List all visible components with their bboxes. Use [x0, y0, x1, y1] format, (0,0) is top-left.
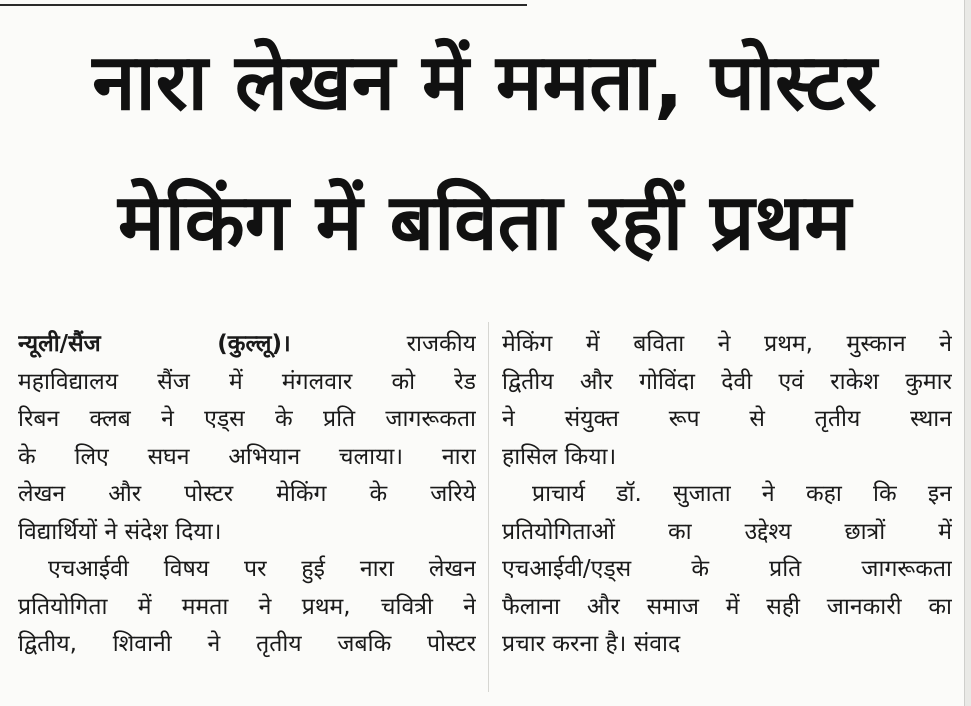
article-line: विद्यार्थियों ने संदेश दिया। — [18, 518, 222, 545]
article-line: महाविद्यालय सैंज में मंगलवार को रेड — [18, 368, 476, 395]
article-line: फैलाना और समाज में सही जानकारी का — [502, 593, 952, 620]
article-line: द्वितीय, शिवानी ने तृतीय जबकि पोस्टर — [18, 631, 476, 657]
article-line: द्वितीय और गोविंदा देवी एवं राकेश कुमार — [502, 368, 952, 395]
article-line — [18, 326, 476, 364]
headline-line-2: मेकिंग में बविता रहीं प्रथम — [117, 178, 852, 268]
article-text: राजकीय — [406, 331, 476, 357]
article-column-left — [18, 326, 476, 664]
top-rule — [0, 4, 527, 6]
article-line: प्रचार करना है। संवाद — [502, 631, 681, 657]
article-line: प्रतियोगिताओं का उद्देश्य छात्रों में — [502, 518, 952, 545]
article-line: ने संयुक्त रूप से तृतीय स्थान — [502, 406, 952, 432]
headline-line-1: नारा लेखन में ममता, पोस्टर — [92, 38, 877, 128]
article-line: प्रतियोगिता में ममता ने प्रथम, चवित्री ने — [18, 593, 476, 620]
article-line: एचआईवी/एड्स के प्रति जागरूकता — [502, 556, 952, 582]
column-divider — [488, 322, 489, 692]
article-column-right — [502, 326, 952, 664]
dateline: न्यूली/सैंज (कुल्लू)। — [18, 331, 291, 357]
page-edge — [964, 0, 971, 706]
article-line: एचआईवी विषय पर हुई नारा लेखन — [48, 556, 476, 582]
article-line: रिबन क्लब ने एड्स के प्रति जागरूकता — [18, 406, 476, 432]
article-line: हासिल किया। — [502, 443, 617, 470]
article-line: मेकिंग में बविता ने प्रथम, मुस्कान ने — [502, 331, 952, 357]
article-line: लेखन और पोस्टर मेकिंग के जरिये — [18, 481, 476, 507]
article-line: के लिए सघन अभियान चलाया। नारा — [18, 443, 476, 470]
article-line: प्राचार्य डॉ. सुजाता ने कहा कि इन — [532, 481, 952, 507]
